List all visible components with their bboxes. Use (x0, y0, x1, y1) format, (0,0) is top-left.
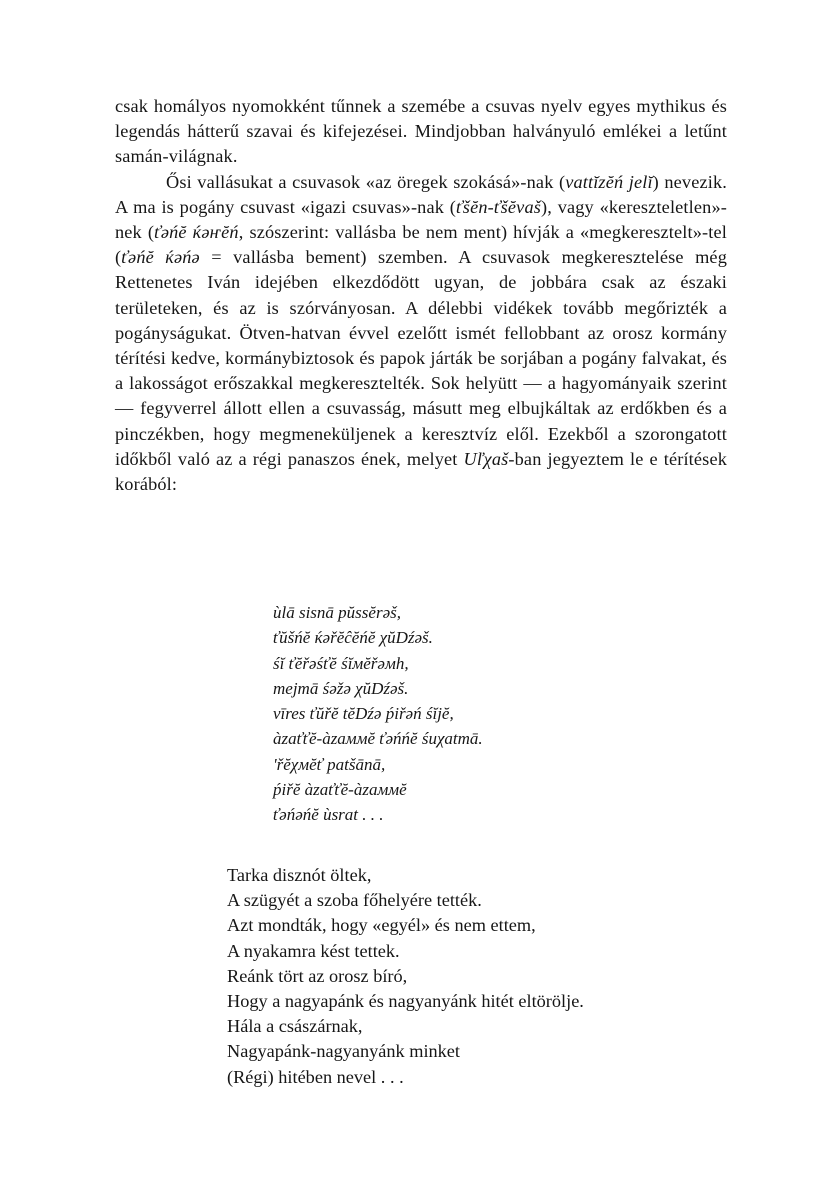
term-italic: ťšĕn-ťšĕvaš (456, 196, 542, 217)
text-run: = vallásba bement) szemben. A csuvasok megkeresztelése még Rettenetes Iván idejében elkezdődött ugyan, de jobbára csak az északi területeken, és az is szórványosan. A délebbi vidékek tovább megőrizték a pogányságukat. Ötven-hatvan évvel ezelőtt ismét fellobbant az orosz kormány térítési kedve, kormánybiztosok és papok járták be sorjában a pogány falvakat, és a lakosságot erőszakkal megkeresztelték. Sok helyütt — a hagyományaik szerint — fegyverrel állott ellen a csuvasság, másutt meg elbujkáltak az erdőkben és a pinczékben, hogy megmeneküljenek a keresztvíz elől. Ezekből a szorongatott időkből való az a régi panaszos ének, melyet (115, 247, 727, 469)
term-italic: vattĭzĕń jelĭ (565, 171, 653, 192)
poem-translation-line: Azt mondták, hogy «egyél» és nem ettem, (227, 915, 536, 936)
poem-translation-line: (Régi) hitében nevel . . . (227, 1066, 404, 1087)
text-run: ) nevezik. A ma is pogány csuvast «igazi csuvas»-nak ( (115, 171, 727, 217)
poem-original-line: ùlā sisnā pŭssĕrəš, (273, 603, 401, 622)
poem-original-line: śĭ ťĕřəśťĕ śĭмĕřəмh, (273, 653, 409, 673)
paragraph-2 (115, 170, 727, 498)
term-italic: ťəńĕ ќəńə (121, 247, 200, 268)
poem-original-line: ṕiřĕ àzaťťĕ-àzaммĕ (273, 780, 407, 800)
poem-translation (227, 863, 584, 1090)
poem-translation-line: Hogy a nagyapánk és nagyanyánk hitét eltörölje. (227, 991, 584, 1012)
poem-translation-line: Hála a császárnak, (227, 1016, 363, 1037)
poem-original-line: ťŭšńĕ ќəřĕĉĕńĕ χŭDźəš. (273, 628, 433, 648)
poem-translation-line: A nyakamra kést tettek. (227, 940, 400, 961)
text-run: , szószerint: vallásba be nem ment) hívják a «megkeresztelt»-tel ( (115, 222, 727, 268)
paragraph-1 (115, 94, 727, 170)
body-text (115, 94, 727, 497)
text-run: ), vagy «kereszteletlen»-nek ( (115, 196, 727, 243)
text-run: -ban jegyeztem le e térítések korából: (115, 448, 727, 495)
poem-translation-line: A szügyét a szoba főhelyére tették. (227, 890, 482, 911)
poem-original-line: mejmā śəžə χŭDźəš. (273, 678, 409, 698)
poem-original-line: vīres ťŭřĕ tĕDźə ṕiřəń śĭjĕ, (273, 704, 454, 724)
poem-translation-line: Reánk tört az orosz bíró, (227, 965, 408, 986)
text-run: Ősi vallásukat a csuvasok «az öregek szokásá»-nak ( (166, 171, 566, 192)
term-italic: ťəńĕ ќəҥĕń (154, 222, 239, 243)
poem-original-line: ťəńəńĕ ùsrat . . . (273, 805, 384, 825)
place-name-italic: Uľχaš (463, 448, 509, 469)
poem-original-line: 'řĕχмĕť patšānā, (273, 754, 386, 774)
poem-translation-line: Nagyapánk-nagyanyánk minket (227, 1041, 461, 1062)
text-run: csak homályos nyomokként tűnnek a szemébe a csuvas nyelv egyes mythikus és legendás hátterű szavai és kifejezései. Mindjobban halványuló emlékei a letűnt samán-világnak. (115, 96, 727, 167)
poem-original (273, 600, 483, 828)
poem-original-line: àzaťťĕ-àzaммĕ ťəńńĕ śuχatmā. (273, 729, 483, 749)
poem-translation-line: Tarka disznót öltek, (227, 865, 372, 885)
